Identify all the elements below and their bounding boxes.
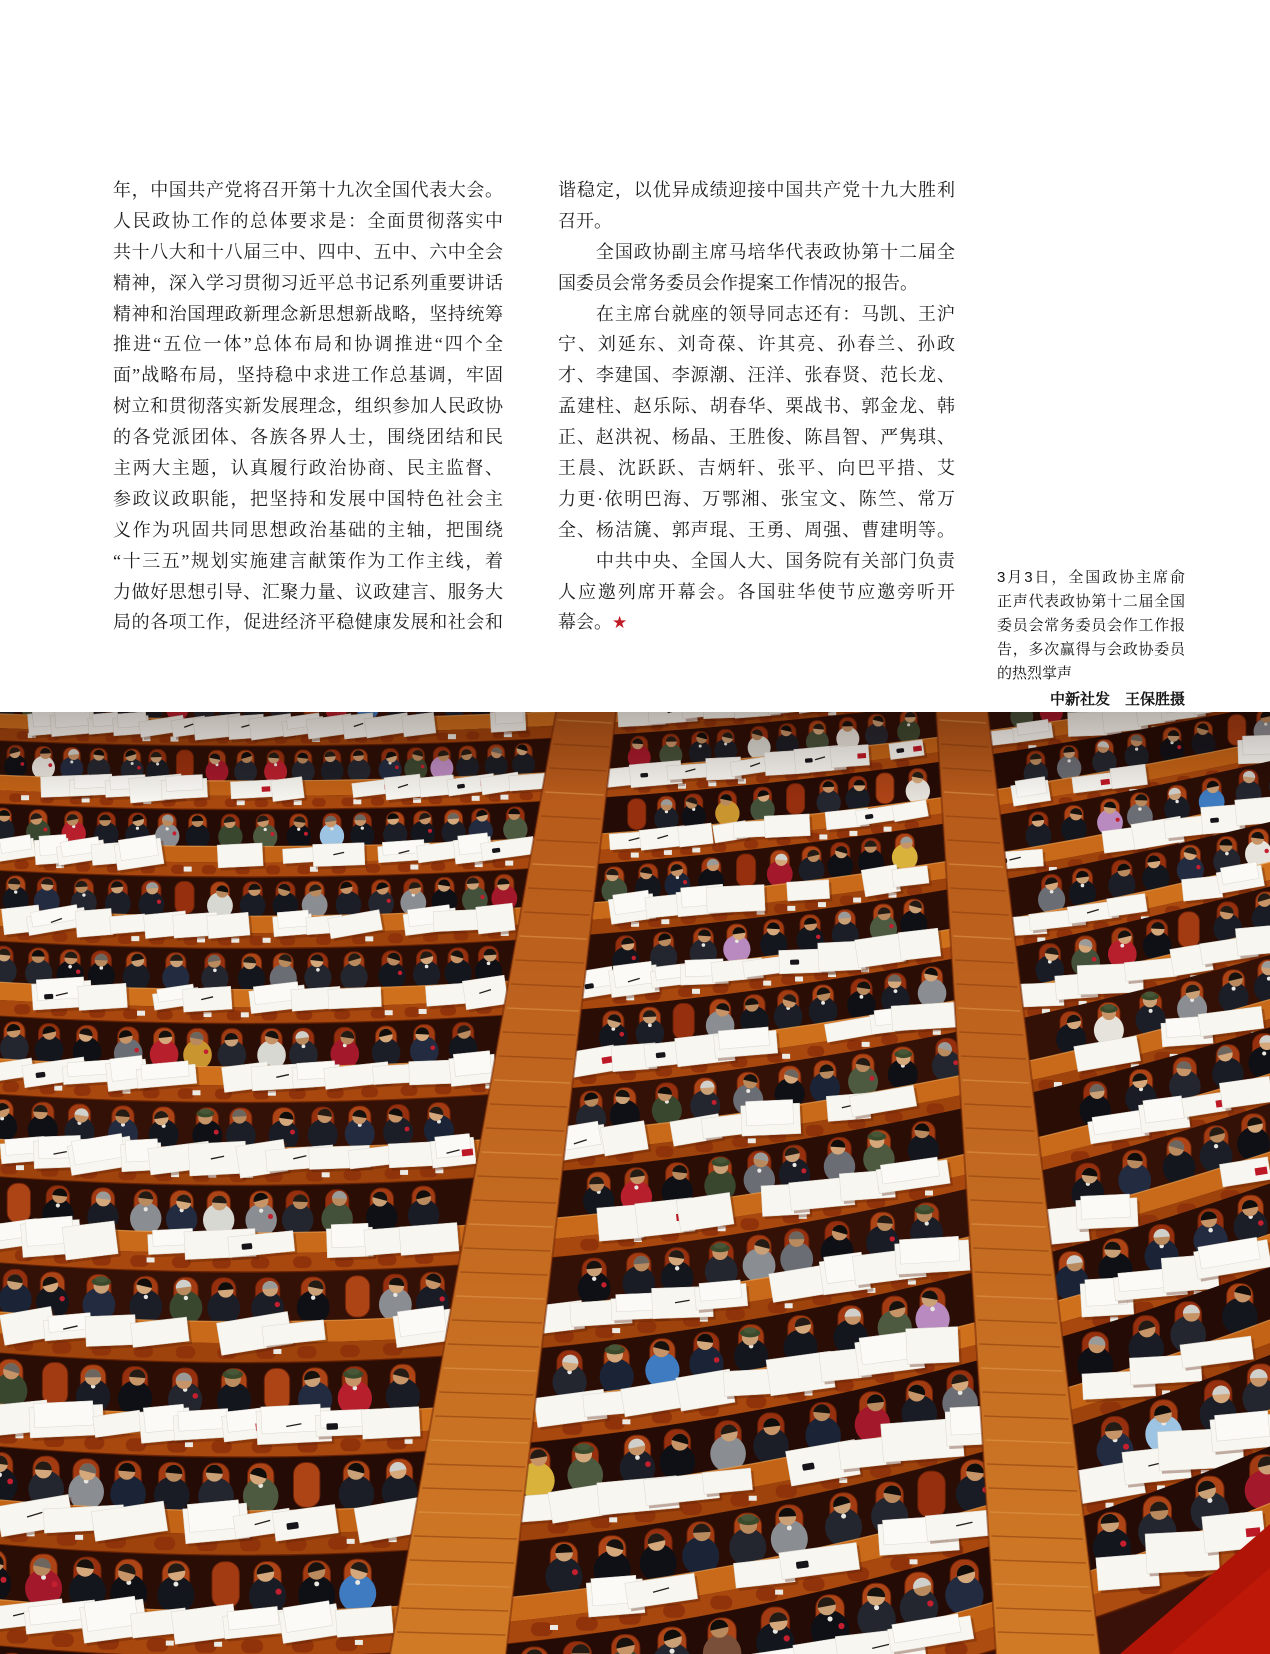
text-line: 精神，深入学习贯彻习近平总书记系列重要讲话 bbox=[113, 272, 503, 293]
text-line: 召开。 bbox=[558, 210, 612, 231]
text-line bbox=[558, 607, 955, 638]
text-line: “十三五”规划实施建言献策作为工作主线，着 bbox=[113, 550, 503, 571]
text-line: 义作为巩固共同思想政治基础的主轴，把围绕 bbox=[113, 519, 503, 540]
photo-caption bbox=[997, 566, 1185, 686]
photo-credit: 中新社发 王保胜摄 bbox=[1049, 691, 1185, 708]
end-star-icon: ★ bbox=[612, 613, 628, 633]
text-line: 人民政协工作的总体要求是：全面贯彻落实中 bbox=[113, 210, 503, 231]
text-line: 参政议政职能，把坚持和发展中国特色社会主 bbox=[113, 488, 503, 509]
text-line: 力更·依明巴海、万鄂湘、张宝文、陈竺、常万 bbox=[558, 488, 955, 509]
text-line: 全国政协副主席马培华代表政协第十二届全 bbox=[558, 241, 955, 262]
text-line: 精神和治国理政新理念新思想新战略，坚持统筹 bbox=[113, 303, 503, 324]
text-line: 人应邀列席开幕会。各国驻华使节应邀旁听开 bbox=[558, 581, 955, 602]
article-column-right bbox=[558, 175, 955, 638]
text-line: 正、赵洪祝、杨晶、王胜俊、陈昌智、严隽琪、 bbox=[558, 427, 955, 448]
text-line: 主两大主题，认真履行政治协商、民主监督、 bbox=[113, 458, 503, 479]
text-line: 面”战略布局，坚持稳中求进工作总基调，牢固 bbox=[113, 365, 503, 386]
text-line: 树立和贯彻落实新发展理念，组织参加人民政协 bbox=[113, 396, 503, 417]
text-line: 谐稳定，以优异成绩迎接中国共产党十九大胜利 bbox=[558, 180, 955, 200]
text-line: 委员会常务委员会作工作报 bbox=[997, 617, 1185, 634]
text-line: 的热烈掌声 bbox=[997, 665, 1073, 682]
article-column-left bbox=[113, 175, 503, 638]
text-line: 局的各项工作，促进经济平稳健康发展和社会和 bbox=[113, 612, 503, 633]
text-line: 全、杨洁篪、郭声琨、王勇、周强、曹建明等。 bbox=[558, 519, 955, 540]
text-line: 国委员会常务委员会作提案工作情况的报告。 bbox=[558, 272, 918, 293]
text-line: 中共中央、全国人大、国务院有关部门负责 bbox=[558, 550, 955, 571]
text-line: 孟建柱、赵乐际、胡春华、栗战书、郭金龙、韩 bbox=[558, 396, 955, 417]
text-line: 共十八大和十八届三中、四中、五中、六中全会 bbox=[113, 241, 503, 262]
text-line: 推进“五位一体”总体布局和协调推进“四个全 bbox=[113, 334, 503, 355]
assembly-photo bbox=[0, 712, 1270, 1654]
text-line: 力做好思想引导、汇聚力量、议政建言、服务大 bbox=[113, 581, 503, 602]
text-line: 告，多次赢得与会政协委员 bbox=[997, 641, 1185, 658]
text-line: 在主席台就座的领导同志还有：马凯、王沪 bbox=[558, 303, 955, 324]
assembly-photo-svg bbox=[0, 712, 1270, 1654]
text-line: 王晨、沈跃跃、吉炳轩、张平、向巴平措、艾 bbox=[558, 458, 955, 479]
text-line: 3月3日，全国政协主席俞 bbox=[997, 569, 1185, 586]
text-line: 宁、刘延东、刘奇葆、许其亮、孙春兰、孙政 bbox=[558, 334, 955, 355]
text-line: 年，中国共产党将召开第十九次全国代表大会。 bbox=[113, 180, 503, 200]
text-line: 正声代表政协第十二届全国 bbox=[997, 593, 1185, 610]
text-line: 才、李建国、李源潮、汪洋、张春贤、范长龙、 bbox=[558, 365, 955, 386]
text-line: 的各党派团体、各族各界人士，围绕团结和民 bbox=[113, 427, 503, 448]
text-run: 幕会。 bbox=[558, 612, 612, 633]
